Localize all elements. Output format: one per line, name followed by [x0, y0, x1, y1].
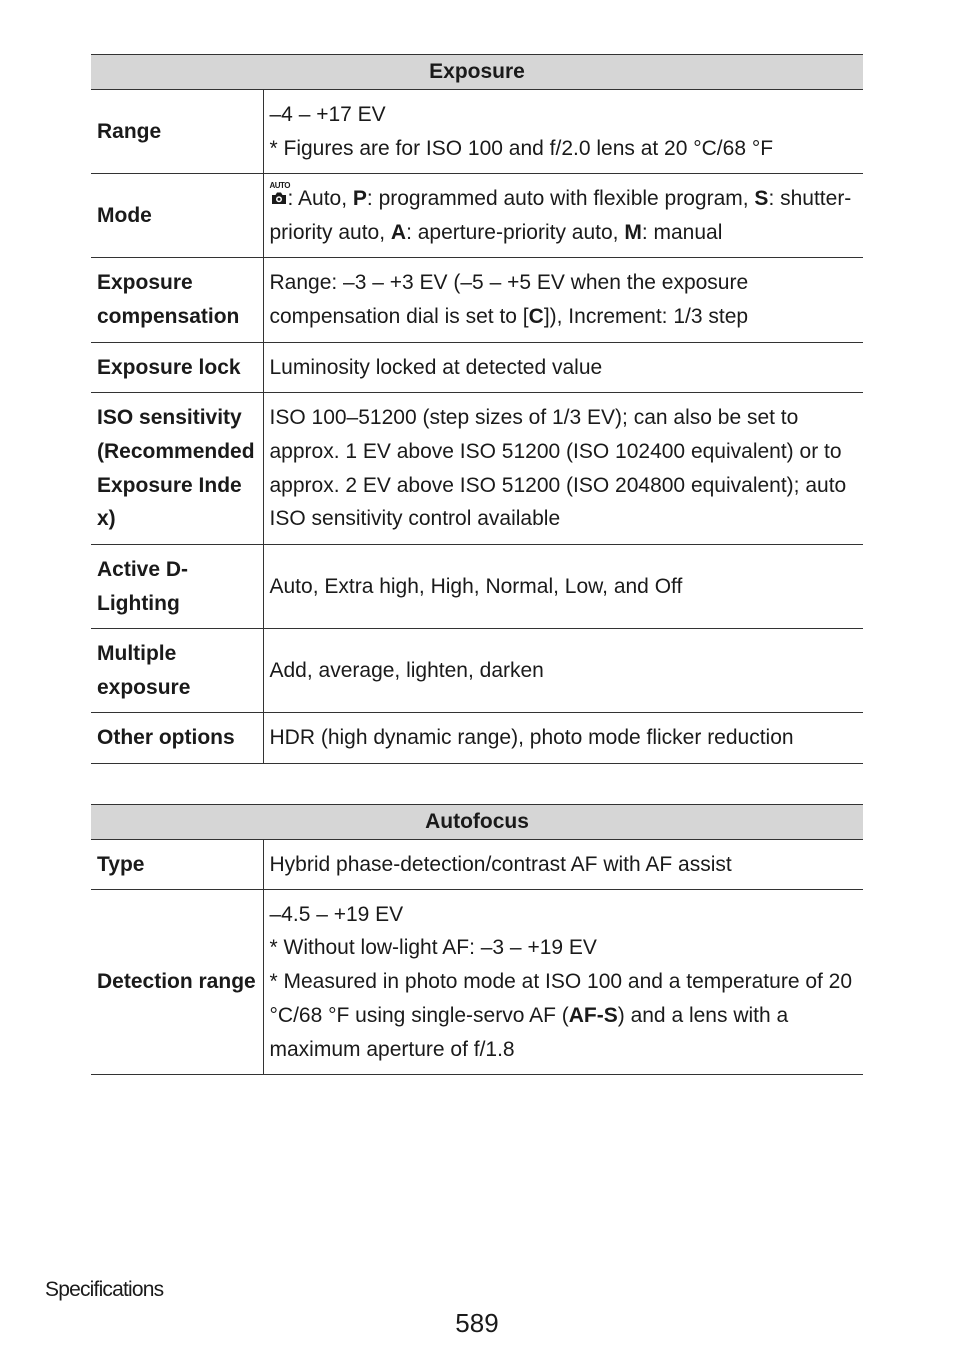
- mode-text-5: : manual: [641, 220, 723, 244]
- mode-text-1: : Auto,: [287, 186, 353, 210]
- mode-key-p: P: [352, 186, 367, 210]
- row-exposure-compensation: [91, 258, 863, 343]
- row-label-type: Type: [91, 840, 263, 890]
- row-value-other-options: HDR (high dynamic range), photo mode flicker reduction: [263, 713, 863, 764]
- range-note: * Figures are for ISO 100 and f/2.0 lens at 20 °C/68 °F: [269, 136, 774, 160]
- row-range: [91, 90, 863, 174]
- section-title-autofocus: Autofocus: [91, 805, 863, 840]
- row-mode: [91, 174, 863, 258]
- mode-text-2: : programmed auto with flexible program,: [366, 186, 755, 210]
- detection-value: –4.5 – +19 EV: [269, 902, 404, 926]
- footer-section-label: Specifications: [45, 1278, 164, 1301]
- row-value-multiple-exposure: Add, average, lighten, darken: [263, 629, 863, 713]
- row-exposure-lock: [91, 343, 863, 393]
- mode-key-s: S: [754, 186, 769, 210]
- row-label-range: Range: [91, 90, 263, 174]
- row-label-active-d-lighting: Active D-Lighting: [91, 545, 263, 629]
- mode-key-m: M: [624, 220, 642, 244]
- row-label-detection-range: Detection range: [91, 890, 263, 1075]
- row-value-iso-sensitivity: ISO 100–51200 (step sizes of 1/3 EV); can also be set to approx. 1 EV above ISO 51200 (ISO 102400 equivalent) or to approx. 2 EV above ISO 51200 (ISO 204800 equivalent); auto ISO sensitivity control available: [263, 393, 863, 545]
- detection-key-afs: AF-S: [568, 1003, 618, 1027]
- row-value-exposure-lock: Luminosity locked at detected value: [263, 343, 863, 393]
- row-type: [91, 840, 863, 890]
- compensation-key-c: C: [528, 305, 544, 328]
- section-title-exposure: Exposure: [91, 55, 863, 90]
- exposure-table: [91, 54, 863, 764]
- row-value-range: [263, 90, 863, 174]
- row-active-d-lighting: [91, 545, 863, 629]
- detection-note-measured: [270, 965, 858, 1066]
- autofocus-table: [91, 804, 863, 1075]
- mode-text-4: : aperture-priority auto,: [406, 220, 625, 244]
- row-value-active-d-lighting: Auto, Extra high, High, Normal, Low, and Off: [263, 545, 863, 629]
- row-value-detection-range: [263, 890, 863, 1075]
- compensation-text-2: ]), Increment: 1/3 step: [543, 305, 749, 328]
- row-label-iso-sensitivity: ISO sensitivity (Recommended Exposure Index): [91, 393, 263, 545]
- auto-camera-icon: [269, 180, 291, 207]
- row-value-mode: [263, 174, 863, 258]
- row-label-mode: Mode: [91, 174, 263, 258]
- row-value-exposure-compensation: [263, 258, 863, 343]
- page-number: 589: [455, 1308, 499, 1338]
- mode-text-3: : shutter-priority auto,: [269, 186, 852, 244]
- row-label-exposure-lock: Exposure lock: [91, 343, 263, 393]
- row-value-type: Hybrid phase-detection/contrast AF with AF assist: [263, 840, 863, 890]
- detection-note-text-2: ) and a lens with a maximum aperture of f/1.8: [269, 1003, 789, 1061]
- autofocus-header-row: [91, 805, 863, 840]
- row-label-exposure-compensation: Exposure compensation: [91, 258, 263, 343]
- detection-note-text-1: * Measured in photo mode at ISO 100 and a temperature of 20 °C/68 °F using single-servo AF (: [269, 970, 853, 1027]
- compensation-text-1: Range: –3 – +3 EV (–5 – +5 EV when the exposure compensation dial is set to [: [269, 271, 749, 328]
- range-value: –4 – +17 EV: [269, 102, 386, 126]
- row-other-options: [91, 713, 863, 764]
- auto-icon-text: AUTO: [269, 180, 291, 190]
- exposure-header-row: [91, 55, 863, 90]
- row-detection-range: [91, 890, 863, 1075]
- row-label-other-options: Other options: [91, 713, 263, 764]
- row-label-multiple-exposure: Multiple exposure: [91, 629, 263, 713]
- row-multiple-exposure: [91, 629, 863, 713]
- row-iso-sensitivity: [91, 393, 863, 545]
- mode-key-a: A: [390, 220, 407, 244]
- detection-note-low-light: * Without low-light AF: –3 – +19 EV: [269, 936, 597, 960]
